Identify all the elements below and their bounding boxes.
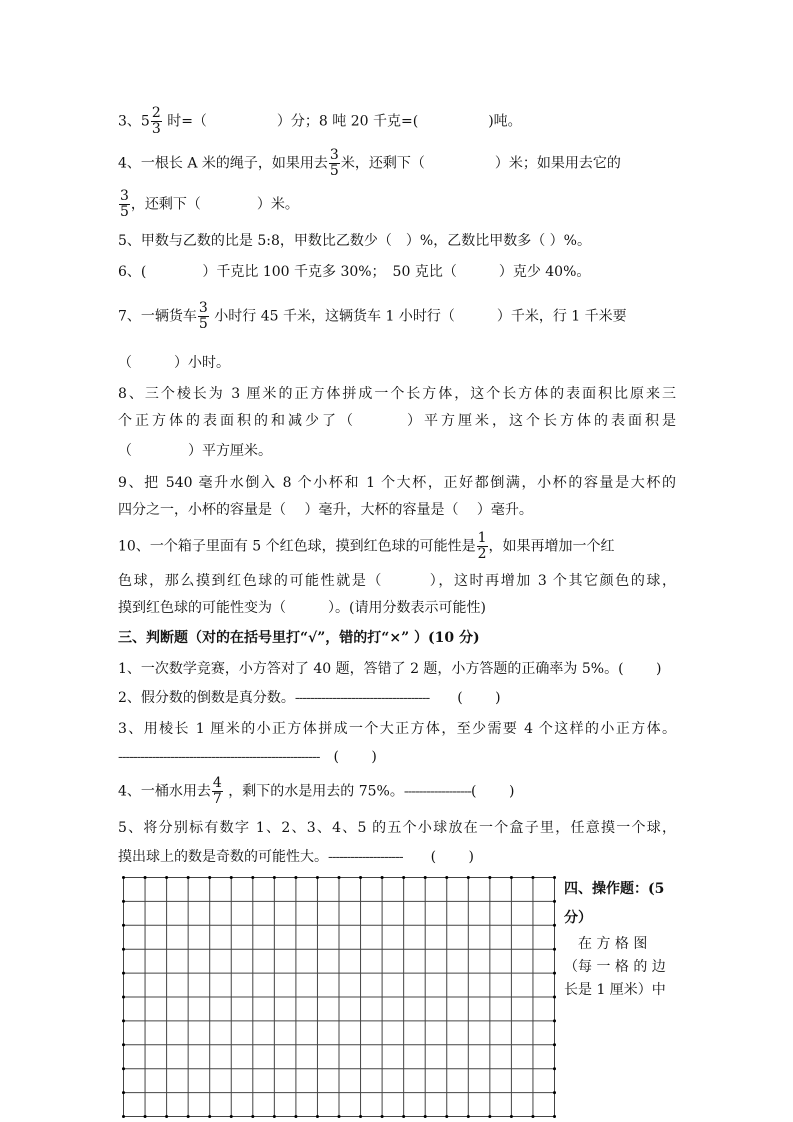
fraction — [151, 106, 162, 137]
text: 摸出球上的数是奇数的可能性大。 — [118, 849, 328, 865]
grid-dot — [553, 924, 556, 927]
text: ，剩下的水是用去的 75%。 — [223, 783, 404, 800]
question-judge-4 — [118, 776, 514, 807]
denominator: 5 — [198, 316, 208, 332]
answer-bracket: ( ) — [402, 849, 474, 865]
grid-dot — [122, 948, 125, 951]
grid-dot — [553, 1115, 556, 1118]
grid-dot — [381, 1115, 384, 1118]
question-judge-1: 1、一次数学竞赛，小方答对了 40 题，答错了 2 题，小方答题的正确率为 5%。( ) — [118, 661, 662, 677]
fraction — [477, 531, 488, 562]
grid-dot — [553, 876, 556, 879]
operation-text: 长是 1 厘米）中 — [564, 982, 666, 998]
question-fill-8: 8、三个棱长为 3 厘米的正方体拼成一个长方体，这个长方体的表面积比原来三 — [118, 386, 676, 402]
grid-dot — [273, 876, 276, 879]
grid-dot — [122, 1091, 125, 1094]
grid-dot — [553, 972, 556, 975]
grid-dot — [122, 1043, 125, 1046]
grid-dot — [208, 876, 211, 879]
grid-dot — [553, 900, 556, 903]
dash-leader: ------------------------------------------------------ — [118, 749, 320, 765]
grid-dot — [467, 1115, 470, 1118]
grid-dot — [510, 876, 513, 879]
question-fill-10-cont2: 摸到红色球的可能性变为（ ）。(请用分数表示可能性) — [118, 600, 486, 616]
grid-dot — [294, 1115, 297, 1118]
denominator: 5 — [120, 204, 129, 220]
question-judge-5: 5、将分别标有数字 1、2、3、4、5 的五个小球放在一个盒子里，任意摸一个球， — [118, 820, 676, 836]
grid-dot — [122, 1115, 125, 1118]
fraction — [198, 301, 209, 332]
grid-dot — [273, 1115, 276, 1118]
question-fill-4-cont — [118, 189, 299, 220]
grid-dot — [122, 1067, 125, 1070]
dash-leader: ------------------------------------ — [294, 690, 430, 706]
text: 小时行 45 千米，这辆货车 1 小时行（ ）千米，行 1 千米要 — [209, 308, 627, 325]
grid-dot — [553, 996, 556, 999]
answer-bracket: ( ) — [429, 690, 501, 706]
grid-dot — [122, 876, 125, 879]
grid-dot — [165, 876, 168, 879]
text: 4、一根长 A 米的绳子，如果用去 — [118, 155, 328, 172]
answer-bracket: ( ) — [319, 749, 377, 765]
grid-dot — [251, 876, 254, 879]
grid-dot — [338, 1115, 341, 1118]
text: 10、一个箱子里面有 5 个红色球，摸到红色球的可能性是 — [118, 538, 476, 555]
grid-dot — [208, 1115, 211, 1118]
question-judge-2 — [118, 689, 501, 707]
grid-dot — [144, 876, 147, 879]
grid-dot — [402, 876, 405, 879]
fraction — [119, 189, 130, 220]
question-fill-8-cont2: （ ）平方厘米。 — [118, 443, 272, 459]
grid-dot — [402, 1115, 405, 1118]
grid-dot — [445, 1115, 448, 1118]
grid-dot — [316, 1115, 319, 1118]
question-fill-10-cont: 色球，那么摸到红色球的可能性就是（ ），这时再增加 3 个其它颜色的球， — [118, 573, 676, 589]
denominator: 3 — [151, 121, 161, 137]
grid-dot — [165, 1115, 168, 1118]
question-fill-9: 9、把 540 毫升水倒入 8 个小杯和 1 个大杯，正好都倒满，小杯的容量是大杯的 — [118, 475, 676, 491]
answer-bracket: ( ) — [471, 783, 515, 800]
grid-dot — [424, 876, 427, 879]
grid-dot — [230, 1115, 233, 1118]
question-fill-7-cont: （ ）小时。 — [118, 355, 230, 371]
operation-text: （每 一 格 的 边 — [564, 959, 666, 975]
grid-dot — [424, 1115, 427, 1118]
text: ，如果再增加一个红 — [488, 538, 615, 555]
section-title-judge: 三、判断题（对的在括号里打“√”，错的打“×” ）(10 分) — [118, 630, 480, 646]
grid-dot — [338, 876, 341, 879]
grid-dot — [122, 972, 125, 975]
question-fill-5: 5、甲数与乙数的比是 5:8，甲数比乙数少（ ）%，乙数比甲数多（ ）%。 — [118, 233, 591, 249]
fraction — [329, 148, 340, 179]
numerator: 1 — [477, 530, 487, 546]
question-fill-3 — [118, 106, 522, 137]
grid-dot — [488, 876, 491, 879]
denominator: 2 — [477, 546, 487, 562]
grid-dot — [381, 876, 384, 879]
grid-dot — [553, 1043, 556, 1046]
text: ，还剩下（ ）米。 — [130, 196, 299, 213]
grid-dot — [187, 876, 190, 879]
grid-dot — [553, 948, 556, 951]
grid-dot — [488, 1115, 491, 1118]
grid-dot — [122, 1019, 125, 1022]
grid-dot — [122, 924, 125, 927]
grid-dot — [359, 1115, 362, 1118]
numerator: 2 — [151, 105, 161, 121]
grid-dot — [316, 876, 319, 879]
operation-text: 在 方 格 图 — [564, 936, 648, 952]
grid-dot — [122, 900, 125, 903]
grid-dot — [553, 1019, 556, 1022]
grid-dot — [122, 996, 125, 999]
grid-dot — [510, 1115, 513, 1118]
square-grid — [122, 876, 556, 1118]
numerator: 3 — [198, 300, 208, 316]
grid-dot — [187, 1115, 190, 1118]
grid-dot — [230, 876, 233, 879]
question-fill-9-cont: 四分之一，小杯的容量是（ ）毫升，大杯的容量是（ ）毫升。 — [118, 502, 533, 518]
grid-dot — [445, 876, 448, 879]
text: 米，还剩下（ ）米；如果用去它的 — [340, 155, 621, 172]
section-title-operation-cont: 分） — [564, 910, 592, 926]
question-fill-4 — [118, 148, 621, 179]
grid-dot — [531, 1115, 534, 1118]
dash-leader: ------------------ — [403, 783, 472, 800]
grid-dot — [553, 1091, 556, 1094]
text: 2、假分数的倒数是真分数。 — [118, 690, 295, 706]
grid-dot — [553, 1067, 556, 1070]
numerator: 4 — [212, 775, 222, 791]
text: 4、一桶水用去 — [118, 783, 211, 800]
text: 7、一辆货车 — [118, 308, 197, 325]
question-fill-10 — [118, 531, 615, 562]
question-fill-8-cont: 个正方体的表面积的和减少了（ ）平方厘米，这个长方体的表面积是 — [118, 413, 676, 429]
grid-dot — [359, 876, 362, 879]
text: 时=（ ）分；8 吨 20 千克=( )吨。 — [162, 113, 522, 130]
question-judge-5-cont — [118, 848, 474, 866]
question-judge-3-cont — [118, 748, 377, 766]
fraction — [212, 776, 223, 807]
denominator: 5 — [329, 163, 339, 179]
question-judge-3: 3、用棱长 1 厘米的小正方体拼成一个大正方体，至少需要 4 个这样的小正方体。 — [118, 721, 676, 737]
numerator: 3 — [120, 188, 129, 204]
section-title-operation: 四、操作题：(5 — [564, 881, 665, 897]
question-fill-6: 6、( ）千克比 100 千克多 30%； 50 克比（ ）克少 40%。 — [118, 264, 591, 280]
text: 3、5 — [118, 113, 150, 130]
question-fill-7 — [118, 301, 627, 332]
numerator: 3 — [329, 147, 339, 163]
dash-leader: -------------------- — [328, 849, 403, 865]
grid-dot — [467, 876, 470, 879]
denominator: 7 — [212, 791, 222, 807]
grid-dot — [531, 876, 534, 879]
grid-dot — [144, 1115, 147, 1118]
grid-dot — [294, 876, 297, 879]
grid-dot — [251, 1115, 254, 1118]
